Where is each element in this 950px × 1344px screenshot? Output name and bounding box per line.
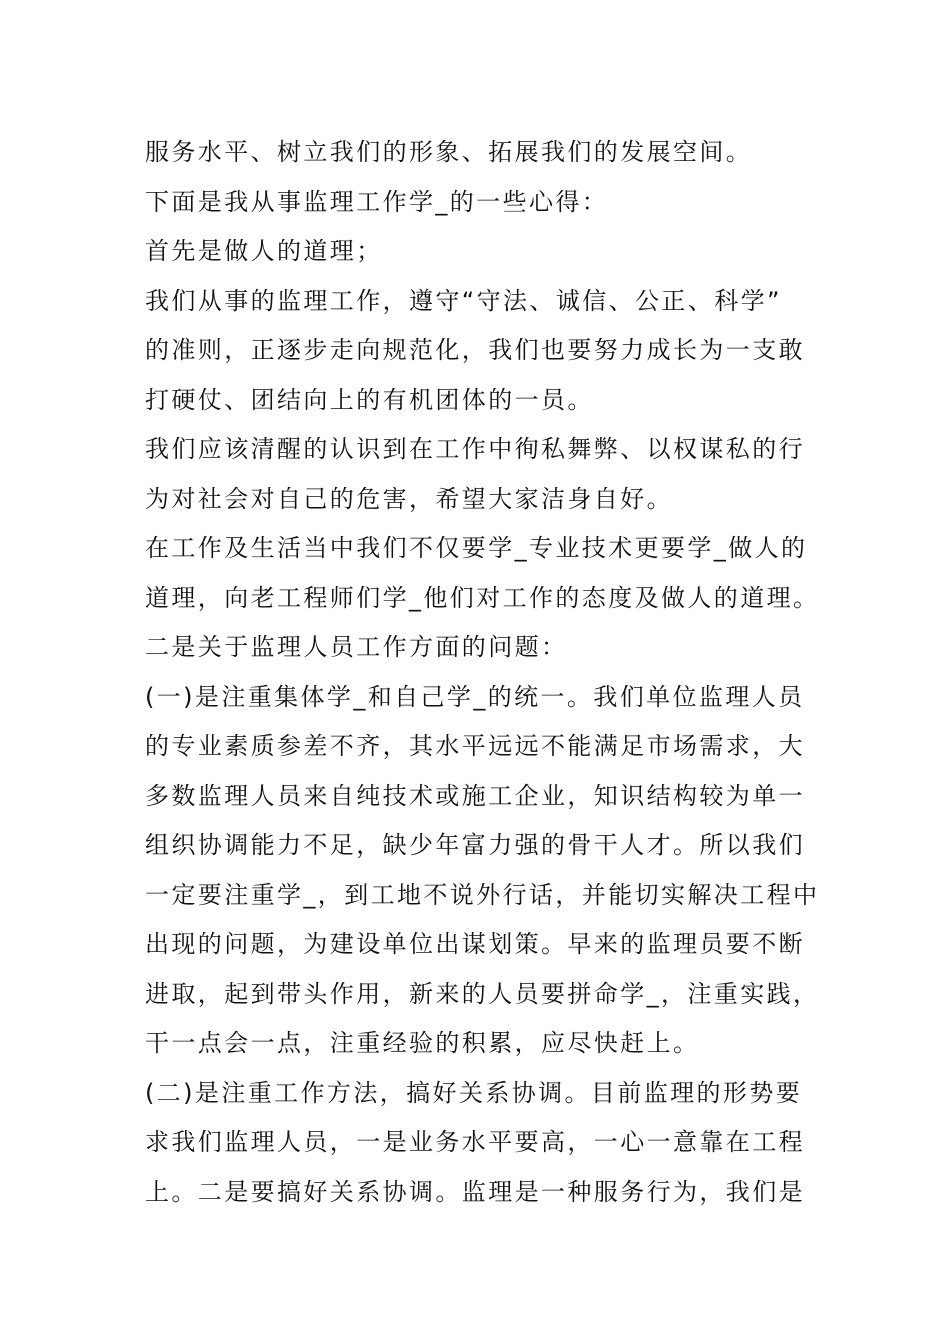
text-line: 多数监理人员来自纯技术或施工企业，知识结构较为单一 — [145, 781, 805, 810]
text-line: 二是关于监理人员工作方面的问题： — [145, 633, 568, 661]
text-line: 在工作及生活当中我们不仅要学_专业技术更要学_做人的 — [145, 534, 808, 562]
text-line: 出现的问题，为建设单位出谋划策。早来的监理员要不断 — [145, 930, 805, 958]
text-line: 服务水平、树立我们的形象、拓展我们的发展空间。 — [145, 138, 753, 166]
text-line: 一定要注重学_，到工地不说外行话，并能切实解决工程中 — [145, 880, 820, 909]
text-line: 为对社会对自己的危害，希望大家洁身自好。 — [145, 484, 673, 513]
text-line: (二)是注重工作方法，搞好关系协调。目前监理的形势要 — [145, 1078, 803, 1107]
text-line: 求我们监理人员，一是业务水平要高，一心一意靠在工程 — [145, 1128, 805, 1156]
text-line: 的准则，正逐步走向规范化，我们也要努力成长为一支敢 — [145, 336, 805, 364]
text-line: 我们应该清醒的认识到在工作中徇私舞弊、以权谋私的行 — [145, 435, 805, 463]
body-text — [145, 128, 820, 1217]
text-line: 上。二是要搞好关系协调。监理是一种服务行为，我们是 — [145, 1177, 805, 1206]
text-line: 干一点会一点，注重经验的积累，应尽快赶上。 — [145, 1029, 700, 1057]
text-line: 进取，起到带头作用，新来的人员要拼命学_，注重实践， — [145, 979, 820, 1008]
text-line: 道理，向老工程师们学_他们对工作的态度及做人的道理。 — [145, 583, 820, 612]
text-line: 首先是做人的道理； — [145, 237, 383, 265]
text-line: 下面是我从事监理工作学_的一些心得： — [145, 187, 609, 216]
text-line: 打硬仗、团结向上的有机团体的一员。 — [145, 385, 594, 414]
text-line: 我们从事的监理工作，遵守“守法、诚信、公正、科学” — [145, 286, 782, 315]
text-line: (一)是注重集体学_和自己学_的统一。我们单位监理人员 — [145, 682, 805, 711]
text-line: 组织协调能力不足，缺少年富力强的骨干人才。所以我们 — [145, 831, 805, 859]
text-line: 的专业素质参差不齐，其水平远远不能满足市场需求，大 — [145, 732, 805, 760]
